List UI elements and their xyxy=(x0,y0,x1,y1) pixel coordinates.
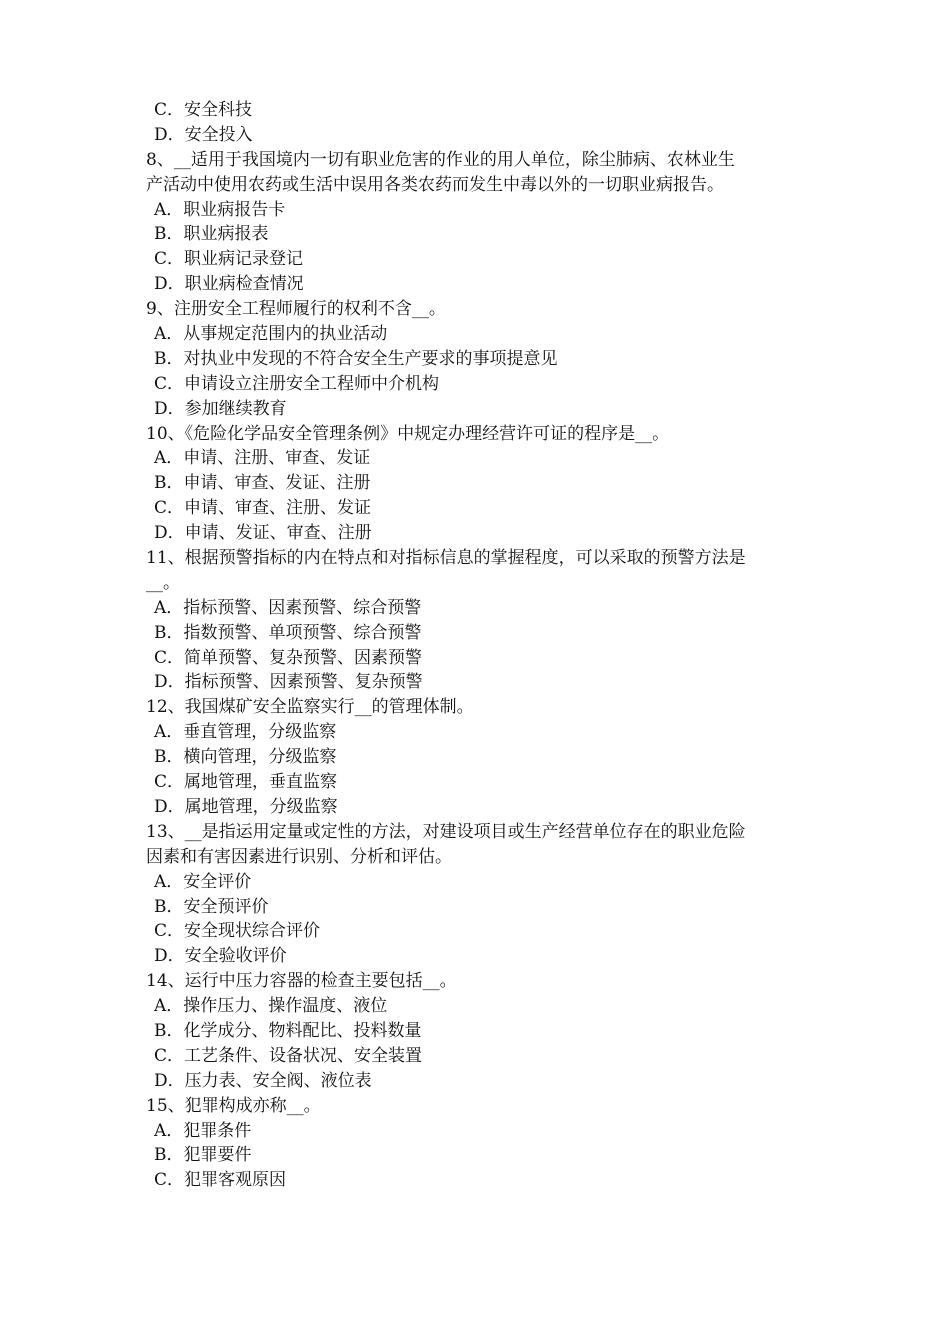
document-page xyxy=(146,98,816,1193)
answer-option: A．指标预警、因素预警、综合预警 xyxy=(154,597,422,618)
answer-option: C．申请设立注册安全工程师中介机构 xyxy=(154,373,440,394)
answer-option: B．申请、审查、发证、注册 xyxy=(154,473,371,494)
answer-option: A．犯罪条件 xyxy=(154,1120,252,1141)
answer-option: A．安全评价 xyxy=(154,871,252,892)
answer-option: B．犯罪要件 xyxy=(154,1145,252,1166)
answer-option: A．操作压力、操作温度、液位 xyxy=(154,996,388,1017)
answer-option: B．化学成分、物料配比、投料数量 xyxy=(154,1020,422,1041)
question-text: __。 xyxy=(146,572,180,593)
question-text: 9、注册安全工程师履行的权利不含__。 xyxy=(146,299,446,320)
question-text: 15、犯罪构成亦称__。 xyxy=(146,1095,321,1116)
answer-option: D．参加继续教育 xyxy=(154,398,287,419)
question-text: 12、我国煤矿安全监察实行__的管理体制。 xyxy=(146,697,474,718)
answer-option: D．安全投入 xyxy=(154,124,253,145)
question-text: 13、__是指运用定量或定性的方法，对建设项目或生产经营单位存在的职业危险 xyxy=(146,821,746,842)
question-text: 10、《危险化学品安全管理条例》中规定办理经营许可证的程序是__。 xyxy=(146,423,670,444)
answer-option: A．垂直管理，分级监察 xyxy=(154,722,337,743)
question-text: 14、运行中压力容器的检查主要包括__。 xyxy=(146,971,457,992)
answer-option: B．职业病报表 xyxy=(154,224,269,245)
answer-option: D．申请、发证、审查、注册 xyxy=(154,523,372,544)
answer-option: D．属地管理，分级监察 xyxy=(154,796,338,817)
answer-option: C．职业病记录登记 xyxy=(154,249,304,270)
answer-option: C．属地管理，垂直监察 xyxy=(154,772,338,793)
answer-option: B．对执业中发现的不符合安全生产要求的事项提意见 xyxy=(154,348,558,369)
answer-option: C．申请、审查、注册、发证 xyxy=(154,498,372,519)
answer-option: A．申请、注册、审查、发证 xyxy=(154,448,371,469)
answer-option: B．指数预警、单项预警、综合预警 xyxy=(154,622,422,643)
answer-option: A．职业病报告卡 xyxy=(154,199,286,220)
answer-option: D．职业病检查情况 xyxy=(154,274,304,295)
answer-option: C．简单预警、复杂预警、因素预警 xyxy=(154,647,423,668)
answer-option: A．从事规定范围内的执业活动 xyxy=(154,324,388,345)
answer-option: C．工艺条件、设备状况、安全装置 xyxy=(154,1045,423,1066)
answer-option: D．压力表、安全阀、液位表 xyxy=(154,1070,372,1091)
question-text: 8、__适用于我国境内一切有职业危害的作业的用人单位，除尘肺病、农林业生 xyxy=(146,149,735,170)
answer-option: D．指标预警、因素预警、复杂预警 xyxy=(154,672,423,693)
answer-option: C．安全科技 xyxy=(154,100,253,120)
answer-option: C．安全现状综合评价 xyxy=(154,921,321,942)
question-text: 因素和有害因素进行识别、分析和评估。 xyxy=(146,846,452,867)
answer-option: D．安全验收评价 xyxy=(154,946,287,967)
question-text: 11、根据预警指标的内在特点和对指标信息的掌握程度，可以采取的预警方法是 xyxy=(146,548,746,569)
answer-option: C．犯罪客观原因 xyxy=(154,1170,287,1191)
question-text: 产活动中使用农药或生活中误用各类农药而发生中毒以外的一切职业病报告。 xyxy=(146,174,724,195)
answer-option: B．横向管理，分级监察 xyxy=(154,747,337,768)
answer-option: B．安全预评价 xyxy=(154,896,269,917)
